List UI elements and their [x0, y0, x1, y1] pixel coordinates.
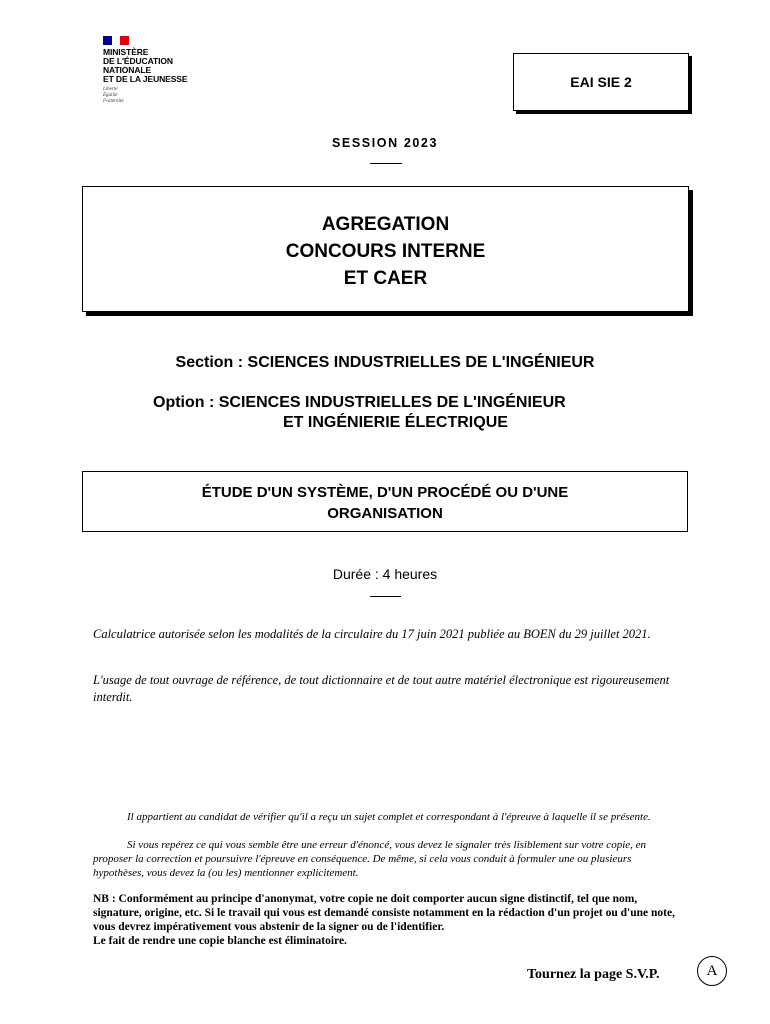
motto-fraternite: Fraternité [103, 99, 124, 104]
epreuve-line-1: ÉTUDE D'UN SYSTÈME, D'UN PROCÉDÉ OU D'UNE [201, 484, 569, 501]
title-box [82, 186, 689, 312]
section-label: Section : SCIENCES INDUSTRIELLES DE L'INGÉNIEUR [175, 354, 595, 371]
logo-line-3: NATIONALE [103, 65, 152, 75]
nb-anonymity: NB : Conformément au principe d'anonymat, votre copie ne doit comporter aucun signe distinctif, tel que nom, signature, origine, etc. Si le travail qui vous est demandé consiste notamment en la rédaction d'un projet ou d'une note, vous devrez impérativement vous abstenir de la signer ou de l'identifier. [93, 893, 675, 933]
usage-instruction: L'usage de tout ouvrage de référence, de tout dictionnaire et de tout autre matériel électronique est rigoureusement interdit. [93, 673, 670, 704]
divider [370, 163, 402, 164]
exam-code-box [513, 53, 689, 111]
session-label: SESSION 2023 [331, 136, 439, 150]
french-flag-icon [103, 36, 129, 45]
logo-line-2: DE L'ÉDUCATION [103, 56, 173, 66]
page-letter-badge [697, 956, 727, 986]
flag-blue-stripe [103, 36, 112, 45]
exam-code: EAI SIE 2 [570, 74, 632, 90]
motto [103, 87, 213, 105]
turn-page-label: Tournez la page S.V.P. [527, 967, 660, 982]
title-line-2: CONCOURS INTERNE [285, 241, 486, 262]
option-label-continued: ET INGÉNIERIE ÉLECTRIQUE [283, 414, 508, 431]
ministry-logo [103, 36, 213, 105]
flag-white-stripe [112, 36, 121, 45]
note-complete-subject: Il appartient au candidat de vérifier qu'il a reçu un sujet complet et correspondant à l'épreuve à laquelle il se présente. [127, 811, 651, 823]
blank-copy-notice: Le fait de rendre une copie blanche est éliminatoire. [93, 935, 347, 947]
calculator-instruction: Calculatrice autorisée selon les modalités de la circulaire du 17 juin 2021 publiée au BOEN du 29 juillet 2021. [93, 627, 651, 641]
title-line-3: ET CAER [343, 268, 428, 289]
logo-line-4: ET DE LA JEUNESSE [103, 74, 188, 84]
flag-red-stripe [120, 36, 129, 45]
note-errors: Si vous repérez ce qui vous semble être une erreur d'énoncé, vous devez le signaler très lisiblement sur votre copie, en proposer la correction et poursuivre l'épreuve en conséquence. De même, si cela vous conduit à formuler une ou plusieurs hypothèses, vous devez la (ou les) mentionner explicitement. [93, 839, 647, 879]
option-label: Option : SCIENCES INDUSTRIELLES DE L'INGÉNIEUR [153, 394, 566, 411]
divider [370, 596, 401, 597]
logo-line-1: MINISTÈRE [103, 47, 149, 57]
epreuve-box [82, 471, 688, 532]
title-line-1: AGREGATION [321, 214, 450, 235]
motto-liberte: Liberté [103, 87, 118, 92]
duration: Durée : 4 heures [332, 566, 438, 582]
epreuve-line-2: ORGANISATION [327, 505, 443, 522]
page-letter: A [706, 962, 718, 979]
motto-egalite: Égalité [103, 93, 118, 98]
